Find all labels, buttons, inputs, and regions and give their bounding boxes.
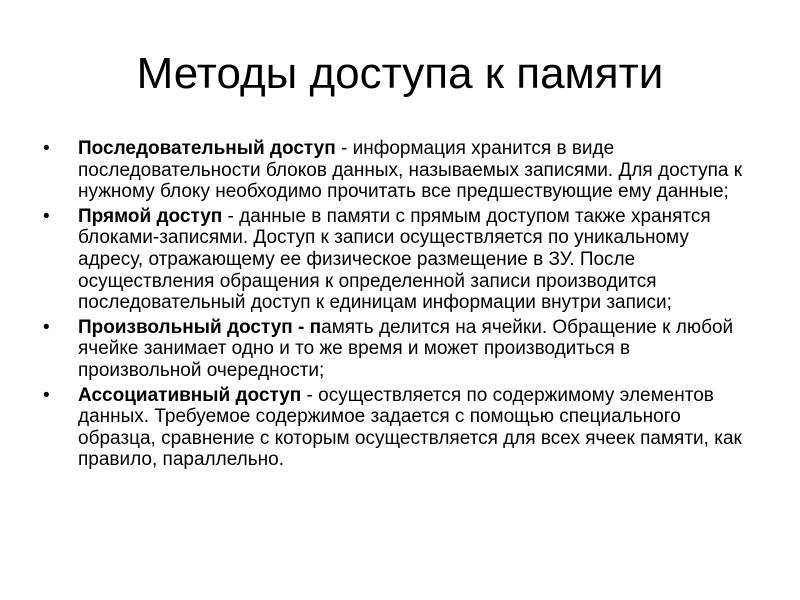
item-term: Произвольный доступ - п <box>78 316 322 338</box>
bullet-icon: • <box>43 316 50 338</box>
item-text: - осуществляется по содержимому элементов данных. Требуемое содержимое задается с помощью специального образца, сравнение с которым осуществляется для всех ячеек памяти, как правило, параллельно. <box>78 384 742 471</box>
bullet-list <box>40 138 758 474</box>
list-item <box>40 206 758 314</box>
item-term: Прямой доступ <box>78 205 223 227</box>
item-text: - данные в памяти с прямым доступом также хранятся блоками-записями. Доступ к записи осуществляется по уникальному адресу, отражающему ее физическое размещение в ЗУ. После осуществления обращения к определенной записи производится последовательный доступ к единицам информации внутри записи; <box>78 205 711 314</box>
bullet-icon: • <box>43 384 50 406</box>
list-item <box>40 317 758 382</box>
item-term: Ассоциативный доступ <box>78 384 302 406</box>
item-text: - информация хранится в виде последовательности блоков данных, называемых записями. Для доступа к нужному блоку необходимо прочитать все предшествующие ему данные; <box>78 138 743 203</box>
list-item <box>40 385 758 471</box>
item-text: амять делится на ячейки. Обращение к любой ячейке занимает одно и то же время и может производиться в произвольной очередности; <box>78 316 734 381</box>
item-term: Последовательный доступ <box>78 138 336 159</box>
bullet-icon: • <box>43 138 50 159</box>
slide-title: Методы доступа к памяти <box>136 49 664 98</box>
list-item <box>40 138 758 203</box>
bullet-icon: • <box>43 205 50 227</box>
